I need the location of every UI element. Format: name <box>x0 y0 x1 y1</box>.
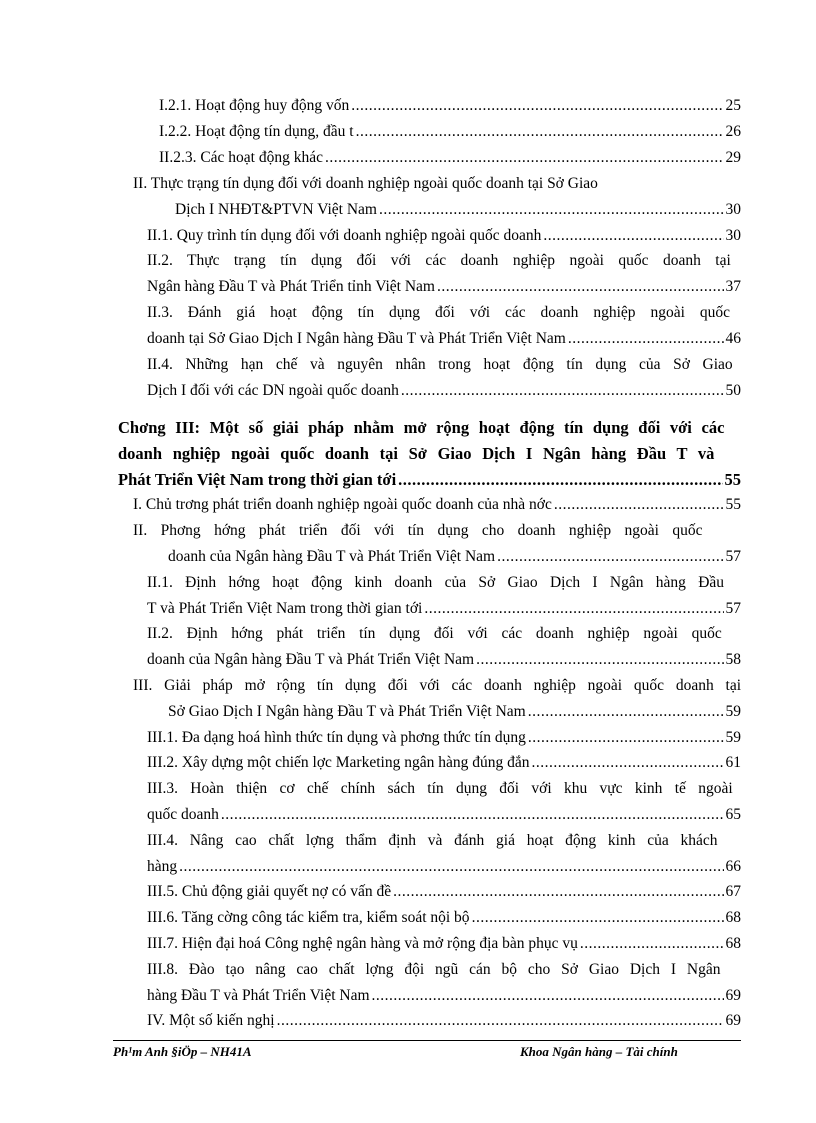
toc-page: 69 <box>725 987 741 1004</box>
toc-entry <box>147 226 741 248</box>
toc-entry <box>147 753 741 775</box>
toc-line: II.2. Định hớng phát triển tín dụng đối với các doanh nghiệp ngoài quốc <box>147 625 722 642</box>
toc-page: 59 <box>725 729 741 746</box>
toc-label: hàng Đầu T và Phát Triển Việt Nam <box>147 987 370 1004</box>
toc-label: quốc doanh <box>147 806 219 823</box>
toc-page: 65 <box>725 806 741 823</box>
toc-label: IV. Một số kiến nghị <box>147 1012 275 1029</box>
toc-label: Sở Giao Dịch I Ngân hàng Đầu T và Phát Triển Việt Nam <box>168 703 526 720</box>
toc-page: 69 <box>725 1012 741 1029</box>
toc-label: II.2.3. Các hoạt động khác <box>159 149 323 166</box>
toc-entry <box>147 1011 741 1033</box>
toc-page: 50 <box>725 382 741 399</box>
footer-rule <box>113 1040 741 1041</box>
toc-line: II.3. Đánh giá hoạt động tín dụng đối với các doanh nghiệp ngoài quốc <box>147 304 731 321</box>
toc-entry <box>147 882 741 904</box>
toc-label: I. Chủ trơng phát triển doanh nghiệp ngoài quốc doanh của nhà nớc <box>133 496 552 513</box>
toc-entry <box>168 702 741 724</box>
toc-page: 59 <box>725 703 741 720</box>
toc-page: 29 <box>725 149 741 166</box>
toc-label: III.1. Đa dạng hoá hình thức tín dụng và phơng thức tín dụng <box>147 729 526 746</box>
toc-label: doanh tại Sở Giao Dịch I Ngân hàng Đầu T và Phát Triển Việt Nam <box>147 330 566 347</box>
toc-page: 46 <box>725 330 741 347</box>
toc-label: Phát Triển Việt Nam trong thời gian tới <box>118 470 397 489</box>
toc-label: Dịch I đối với các DN ngoài quốc doanh <box>147 382 399 399</box>
toc-line: III. Giải pháp mở rộng tín dụng đối với các doanh nghiệp ngoài quốc doanh tại <box>133 677 742 694</box>
toc-label: III.7. Hiện đại hoá Công nghệ ngân hàng và mở rộng địa bàn phục vụ <box>147 935 578 952</box>
chapter-heading: doanh nghiệp ngoài quốc doanh tại Sở Giao Dịch I Ngân hàng Đầu T và <box>118 444 715 463</box>
toc-entry <box>118 470 741 492</box>
toc-page: 58 <box>725 651 741 668</box>
toc-entry <box>147 329 741 351</box>
toc-line: III.8. Đào tạo nâng cao chất lợng đội ngũ cán bộ cho Sở Giao Dịch I Ngân <box>147 961 721 978</box>
toc-entry <box>147 805 741 827</box>
toc-label: doanh của Ngân hàng Đầu T và Phát Triển Việt Nam <box>147 651 475 668</box>
toc-line: III.4. Nâng cao chất lợng thẩm định và đánh giá hoạt động kinh của khách <box>147 832 718 849</box>
toc-line: II.4. Những hạn chế và nguyên nhân trong hoạt động tín dụng của Sở Giao <box>147 356 733 373</box>
toc-label: hàng <box>147 858 178 875</box>
toc-entry <box>147 599 741 621</box>
toc-entry <box>147 728 741 750</box>
toc-entry <box>147 381 741 403</box>
toc-entry <box>147 934 741 956</box>
toc-line: II. Thực trạng tín dụng đối với doanh nghiệp ngoài quốc doanh tại Sở Giao <box>133 175 598 192</box>
toc-page: 30 <box>725 227 741 244</box>
toc-page: 67 <box>725 883 741 900</box>
toc-line: II.2. Thực trạng tín dụng đối với các doanh nghiệp ngoài quốc doanh tại <box>147 252 731 269</box>
toc-line: III.3. Hoàn thiện cơ chế chính sách tín dụng đối với khu vực kinh tế ngoài <box>147 780 733 797</box>
toc-page: 61 <box>725 754 741 771</box>
toc-entry <box>159 148 741 170</box>
toc-page: 25 <box>725 97 741 114</box>
toc-label: T và Phát Triển Việt Nam trong thời gian tới <box>147 600 423 617</box>
toc-label: III.2. Xây dựng một chiến lợc Marketing ngân hàng đúng đắn <box>147 754 530 771</box>
toc-entry <box>147 908 741 930</box>
toc-page: 68 <box>725 909 741 926</box>
toc-page: 57 <box>725 600 741 617</box>
toc-page: 55 <box>725 496 741 513</box>
toc-entry <box>159 96 741 118</box>
toc-label: III.5. Chủ động giải quyết nợ có vấn đề <box>147 883 392 900</box>
toc-page: 37 <box>725 278 741 295</box>
toc-entry <box>147 986 741 1008</box>
toc-label: doanh của Ngân hàng Đầu T và Phát Triển Việt Nam <box>168 548 496 565</box>
footer-department: Khoa Ngân hàng – Tài chính <box>520 1044 678 1059</box>
toc-label: III.6. Tăng cờng công tác kiểm tra, kiểm soát nội bộ <box>147 909 470 926</box>
toc-entry <box>147 277 741 299</box>
footer-author: Ph¹m Anh §iÖp – NH41A <box>113 1044 252 1059</box>
toc-page: 57 <box>725 548 741 565</box>
toc-label: I.2.1. Hoạt động huy động vốn <box>159 97 350 114</box>
toc-entry <box>147 650 741 672</box>
toc-label: I.2.2. Hoạt động tín dụng, đầu t <box>159 123 354 140</box>
chapter-heading: Chơng III: Một số giải pháp nhằm mở rộng hoạt động tín dụng đối với các <box>118 418 725 437</box>
toc-line: II.1. Định hớng hoạt động kinh doanh của Sở Giao Dịch I Ngân hàng Đầu <box>147 574 725 591</box>
toc-label: Dịch I NHĐT&PTVN Việt Nam <box>175 201 377 218</box>
toc-entry <box>159 122 741 144</box>
toc-entry <box>175 200 741 222</box>
toc-page: 66 <box>725 858 741 875</box>
toc-page: 26 <box>725 123 741 140</box>
toc-page: 68 <box>725 935 741 952</box>
toc-entry <box>168 547 741 569</box>
toc-label: Ngân hàng Đầu T và Phát Triển tỉnh Việt Nam <box>147 278 435 295</box>
toc-page: 55 <box>724 470 741 489</box>
toc-line: II. Phơng hớng phát triển đối với tín dụng cho doanh nghiệp ngoài quốc <box>133 522 703 539</box>
toc-entry <box>133 495 741 517</box>
toc-page: 30 <box>725 201 741 218</box>
toc-entry <box>147 857 741 879</box>
toc-label: II.1. Quy trình tín dụng đối với doanh nghiệp ngoài quốc doanh <box>147 227 542 244</box>
